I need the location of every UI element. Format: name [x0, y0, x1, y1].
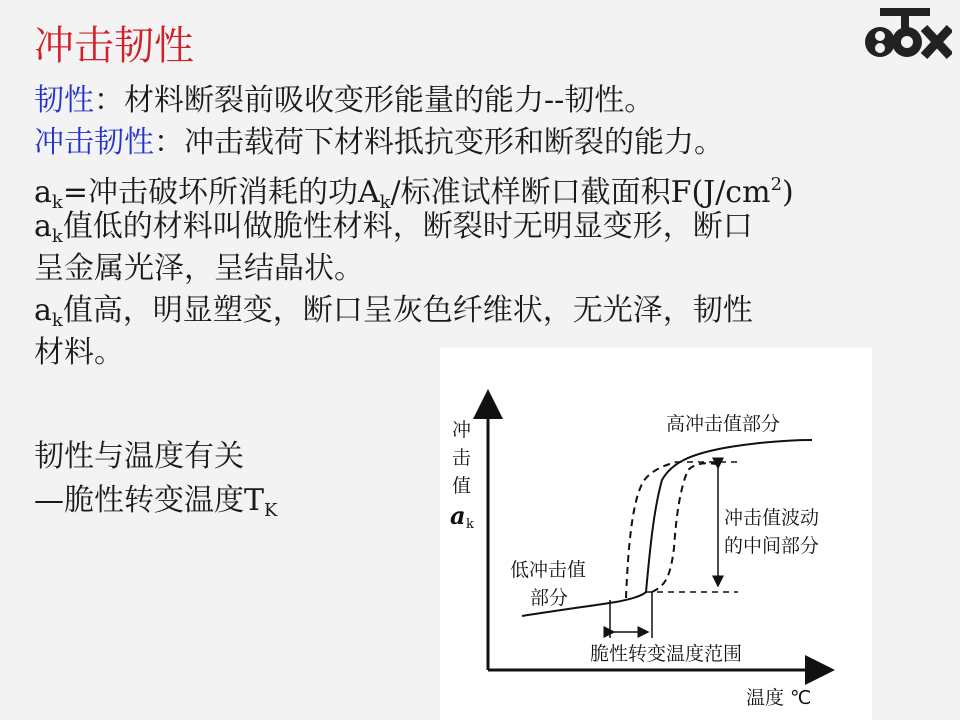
- high-ak-text-cont: 材料。: [34, 335, 124, 370]
- formula-ak: [34, 164, 934, 213]
- definition-impact-toughness: [34, 122, 934, 164]
- formula-close: ): [782, 175, 794, 210]
- formula-mid: =冲击破坏所消耗的功A: [62, 175, 380, 210]
- formula-symbol: a: [34, 175, 52, 210]
- definition-impact-toughness-text: ：冲击载荷下材料抵抗变形和断裂的能力。: [154, 125, 724, 160]
- curve-band-left: [626, 462, 676, 598]
- label-lower-shelf-2: 部分: [530, 587, 569, 609]
- note-temperature: 韧性与温度有关: [34, 439, 244, 474]
- company-logo: [862, 6, 952, 60]
- low-ak-symbol: a: [34, 209, 52, 244]
- label-band-1: 冲击值波动: [724, 507, 820, 529]
- high-ak-symbol: a: [34, 293, 52, 328]
- formula-exp: 2: [770, 174, 783, 195]
- label-band-2: 的中间部分: [724, 535, 820, 557]
- note-transition-temp: [34, 480, 454, 532]
- x-axis-label: 温度 ℃: [746, 687, 812, 709]
- label-lower-shelf-1: 低冲击值: [510, 559, 587, 581]
- high-ak-sub: k: [51, 310, 63, 331]
- note-transition-sub: K: [264, 500, 278, 521]
- term-toughness: 韧性: [34, 83, 94, 118]
- low-ak-text: [34, 206, 934, 248]
- term-impact-toughness: 冲击韧性: [34, 125, 154, 160]
- y-axis-label-3: 值: [452, 475, 472, 497]
- ductile-brittle-chart: [440, 348, 872, 720]
- low-ak-text-cont: 呈金属光泽，呈结晶状。: [34, 251, 364, 286]
- y-axis-symbol-sub: k: [466, 517, 474, 532]
- high-ak-text: [34, 290, 934, 332]
- label-transition-range: 脆性转变温度范围: [590, 643, 743, 665]
- y-axis-label-2: 击: [452, 447, 472, 469]
- definition-toughness-text: ：材料断裂前吸收变形能量的能力--韧性。: [94, 83, 655, 118]
- y-axis-label-1: 冲: [452, 419, 472, 441]
- high-ak-rest: 值高，明显塑变，断口呈灰色纤维状，无光泽，韧性: [62, 293, 753, 328]
- definition-toughness: [34, 80, 934, 122]
- label-upper-shelf: 高冲击值部分: [666, 413, 781, 435]
- formula-rest: /标准试样断口截面积F(J/cm: [390, 175, 771, 210]
- formula-ak-sub: k: [379, 192, 391, 213]
- slide-title: 冲击韧性: [34, 23, 194, 69]
- low-ak-rest: 值低的材料叫做脆性材料，断裂时无明显变形，断口: [62, 209, 753, 244]
- y-axis-symbol: a: [450, 501, 466, 530]
- formula-symbol-sub: k: [51, 192, 63, 213]
- note-transition-text: —脆性转变温度T: [34, 483, 265, 518]
- low-ak-sub: k: [51, 226, 63, 247]
